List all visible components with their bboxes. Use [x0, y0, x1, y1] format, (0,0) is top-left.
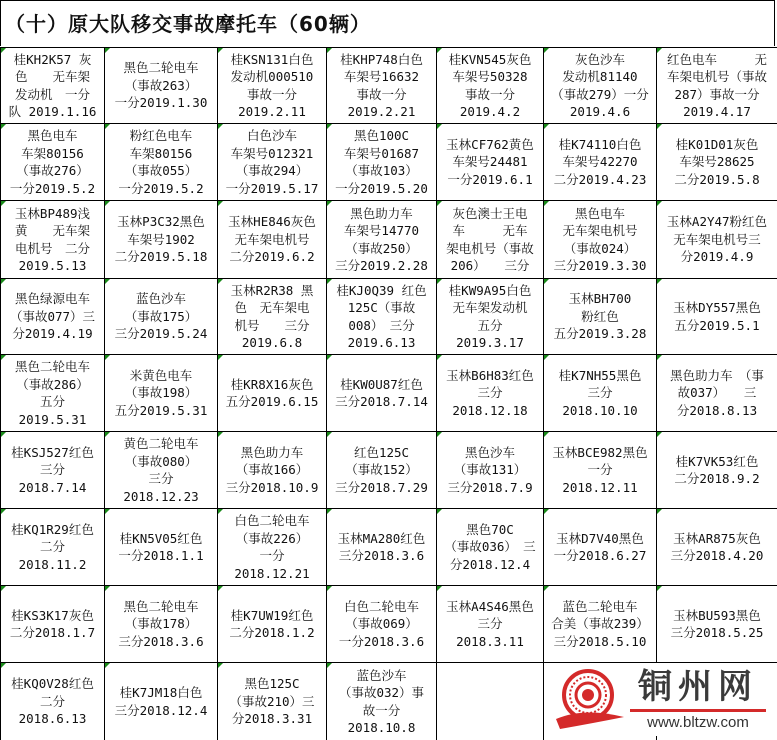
cell-line: 2019.4.17 — [683, 104, 751, 119]
site-logo-icon — [554, 667, 626, 733]
cell-line: 2018.12.18 — [452, 402, 528, 418]
cell-line: 2018.10.10 — [562, 402, 638, 418]
table-cell[interactable] — [327, 48, 437, 124]
cell-line: 灰色沙车 — [574, 51, 625, 67]
table-cell[interactable] — [218, 355, 327, 432]
table-cell[interactable] — [218, 124, 327, 201]
table-cell[interactable] — [544, 432, 657, 509]
table-cell[interactable] — [105, 201, 218, 279]
cell-line: 蓝色沙车 — [356, 667, 407, 683]
cell-line: 玉林BP489浅 — [14, 205, 91, 221]
cell-line: 车架80156 — [129, 145, 193, 161]
cell-line: （事故294） — [235, 163, 309, 178]
cell-line: 二分2019.5.8 — [674, 171, 760, 187]
cell-line: 287）事故一分 — [674, 86, 760, 102]
table-cell[interactable] — [544, 509, 657, 586]
cell-line: （事故032）事 — [338, 685, 425, 700]
cell-line: 发动机81140 — [562, 69, 638, 84]
cell-line: 一分2019.5.17 — [225, 180, 319, 196]
cell-line: 白色二轮电车 — [234, 513, 310, 528]
cell-line: 白色沙车 — [246, 128, 297, 143]
cell-line: 2019.4.2 — [459, 104, 521, 119]
cell-line: 桂K74110白色 — [558, 136, 642, 152]
cell-line: 2018.7.14 — [18, 479, 87, 495]
cell-line: 车架号01687 — [343, 145, 420, 161]
cell-line: 发动机 一分 — [14, 86, 90, 102]
cell-line: 黑色沙车 — [464, 444, 515, 460]
table-cell[interactable] — [218, 279, 327, 355]
cell-line: 蓝色沙车 — [135, 291, 186, 307]
cell-line: 二分2018.1.7 — [9, 625, 96, 640]
table-cell[interactable] — [327, 509, 437, 586]
cell-line: （事故131） — [453, 462, 527, 478]
cell-line: （事故152） — [345, 462, 418, 478]
cell-line: （事故178） — [124, 616, 198, 632]
cell-line: 2019.2.21 — [347, 104, 416, 119]
table-cell[interactable] — [327, 355, 437, 432]
cell-line: （事故166） — [235, 462, 309, 478]
cell-line: 2018.12.11 — [562, 479, 638, 495]
cell-line: 车架号012321 — [230, 145, 314, 161]
cell-line: 206） 三分 — [450, 258, 530, 273]
cell-line: 二分 — [39, 539, 65, 555]
cell-line: （事故276） — [16, 163, 89, 178]
cell-line: 三分2019.3.30 — [553, 258, 647, 273]
cell-line: 一分 — [259, 548, 285, 563]
cell-line: 一分2019.6.1 — [447, 171, 533, 187]
cell-line: 玉林BU593黑色 — [673, 607, 761, 623]
watermark — [550, 663, 772, 736]
watermark-url: www.bltzw.com — [647, 714, 749, 731]
cell-line: 三分2019.5.24 — [114, 326, 208, 342]
cell-line: 玉林BCE982黑色 — [552, 444, 648, 460]
cell-line: （事故175） — [124, 308, 198, 324]
table-cell[interactable] — [327, 124, 437, 201]
cell-line: 桂K01D01灰色 — [675, 136, 759, 152]
cell-line: 玉林A4S46黑色 — [446, 598, 534, 614]
cell-line: 粉红色 — [581, 308, 619, 324]
cell-line: 2018.6.13 — [18, 711, 87, 727]
cell-line: 发动机000510 — [230, 69, 314, 84]
cell-line: 桂K7JM18白色 — [119, 685, 203, 700]
cell-line: 玉林AR875灰色 — [673, 530, 761, 546]
cell-line: 三分2018.10.9 — [225, 479, 319, 495]
table-cell[interactable] — [657, 279, 777, 355]
cell-line: 白色二轮电车 — [343, 598, 419, 614]
cell-line: 黑色二轮电车 — [14, 359, 90, 374]
cell-line: 车架号42270 — [562, 154, 638, 170]
cell-line: 玉林DY557黑色 — [673, 300, 761, 315]
cell-line: 2019.2.11 — [238, 104, 306, 119]
table-cell[interactable] — [1, 586, 105, 663]
cell-line: 二分2019.5.18 — [114, 249, 208, 265]
cell-line: 2018.10.8 — [347, 720, 416, 735]
cell-line: （事故250） — [345, 240, 418, 256]
table-cell[interactable] — [437, 432, 544, 509]
cell-line: 事故一分 — [246, 86, 297, 102]
cell-line: 黑色助力车 （事 — [670, 367, 764, 383]
table-cell[interactable] — [218, 201, 327, 279]
watermark-divider — [630, 709, 766, 712]
table-cell[interactable] — [105, 509, 218, 586]
cell-line: 桂KQ0V28红色 — [11, 676, 94, 692]
cell-line: 合美（事故239） — [551, 616, 649, 632]
table-cell[interactable] — [657, 586, 777, 663]
cell-line: 事故一分 — [356, 86, 407, 102]
cell-line: 米黄色电车 — [129, 367, 193, 383]
cell-line: 无车架电机号 — [562, 223, 638, 238]
cell-line: 色 无车架 — [14, 69, 90, 84]
cell-line: 队 2019.1.16 — [8, 104, 97, 119]
table-cell[interactable] — [657, 432, 777, 509]
cell-line: 2019.5.31 — [18, 411, 87, 427]
cell-line: 三分 — [477, 385, 503, 401]
cell-line: 车架号16632 — [343, 69, 420, 84]
table-title: （十）原大队移交事故摩托车（60辆） — [0, 0, 775, 46]
cell-line: 三分2018.4.20 — [670, 548, 764, 563]
cell-line: 三分2018.7.29 — [335, 479, 428, 495]
cell-line: 黑色二轮电车 — [123, 598, 199, 614]
cell-line: 黄 无车架 — [14, 223, 90, 238]
table-cell[interactable] — [327, 432, 437, 509]
cell-line: 桂KVN545灰色 — [448, 51, 532, 67]
table-cell[interactable] — [1, 432, 105, 509]
cell-line: 二分2019.6.2 — [229, 249, 315, 265]
cell-line: 黑色125C — [244, 676, 300, 692]
cell-line: （事故103） — [345, 163, 418, 178]
cell-line: 一分2019.1.30 — [114, 95, 208, 111]
cell-line: 玉林R2R38 黑 — [230, 282, 314, 298]
cell-line: 黑色绿源电车 — [14, 291, 90, 307]
cell-line: 2019.6.8 — [241, 335, 303, 350]
cell-line: 桂KW9A95白色 — [448, 282, 532, 298]
cell-line: 电机号 二分 — [14, 240, 90, 256]
cell-line: 一分2019.5.2 — [118, 180, 204, 196]
cell-line: 一分2018.3.6 — [338, 633, 425, 649]
cell-line: 玉林A2Y47粉红色 — [666, 214, 768, 230]
table-cell[interactable] — [1, 663, 105, 740]
cell-line: 车架电机号（事故 — [666, 69, 767, 84]
cell-line: 三分 — [148, 471, 174, 486]
cell-line: 二分2019.4.23 — [553, 171, 647, 187]
table-cell[interactable] — [544, 48, 657, 124]
cell-line: 五分2019.5.31 — [114, 402, 208, 418]
cell-line: 三分2018.5.10 — [553, 633, 647, 649]
table-cell[interactable] — [105, 432, 218, 509]
cell-line: 桂KR8X16灰色 — [230, 376, 314, 392]
cell-line: 黑色电车 — [574, 205, 625, 221]
cell-line: 2018.3.11 — [456, 633, 524, 649]
cell-line: 三分2018.7.9 — [447, 479, 533, 495]
table-cell[interactable] — [544, 279, 657, 355]
cell-line: 玉林D7V40黑色 — [556, 530, 644, 546]
cell-line: 五分 — [477, 317, 503, 333]
table-cell[interactable] — [1, 124, 105, 201]
table-cell[interactable] — [327, 663, 437, 740]
cell-line: 车架号14770 — [343, 223, 420, 238]
table-cell[interactable] — [657, 201, 777, 279]
cell-line: 玉林MA280红色 — [337, 530, 426, 546]
cell-line: 一分2019.5.20 — [335, 180, 428, 196]
cell-line: 黑色助力车 — [350, 205, 413, 221]
cell-line: 无车架电机号三 — [673, 231, 761, 247]
cell-line: 玉林CF762黄色 — [446, 136, 534, 152]
cell-line: 桂KHP748白色 — [340, 51, 423, 67]
cell-line: 黑色二轮电车 — [123, 60, 199, 76]
cell-line: 事故一分 — [464, 86, 515, 102]
cell-line: 一分2018.1.1 — [118, 548, 204, 563]
cell-line: 黑色电车 — [27, 128, 78, 143]
table-cell[interactable] — [437, 509, 544, 586]
cell-line: 分2018.12.4 — [449, 556, 531, 572]
cell-line: 玉林BH700 — [568, 291, 632, 307]
table-cell[interactable] — [437, 201, 544, 279]
cell-line: 2019.6.13 — [347, 335, 416, 350]
cell-line: 灰色澳士王电 — [452, 205, 528, 221]
cell-line: （事故077）三 — [9, 308, 96, 324]
cell-line: 桂KW0U87红色 — [340, 376, 423, 392]
cell-line: 分2019.4.19 — [12, 326, 93, 342]
table-cell[interactable] — [105, 586, 218, 663]
cell-line: 桂KSJ527红色 — [11, 444, 94, 460]
table-cell[interactable] — [1, 48, 105, 124]
table-cell[interactable] — [657, 48, 777, 124]
cell-line: 蓝色二轮电车 — [562, 598, 638, 614]
cell-line: 车架号50328 — [452, 69, 528, 84]
cell-line: 车架号28625 — [679, 154, 755, 170]
cell-line: 架电机号（事故 — [446, 240, 534, 256]
table-cell[interactable] — [437, 124, 544, 201]
table-cell[interactable] — [105, 48, 218, 124]
table-cell[interactable] — [657, 355, 777, 432]
table-cell[interactable] — [218, 586, 327, 663]
cell-line: 桂KQ1R29红色 — [11, 521, 94, 537]
cell-line: （事故226） — [235, 530, 309, 546]
cell-line: 故一分 — [362, 702, 401, 718]
cell-line: 红色电车 无 — [666, 51, 767, 67]
table-cell[interactable] — [218, 432, 327, 509]
cell-line: 125C（事故 — [347, 300, 416, 315]
cell-line: （事故263） — [124, 77, 198, 93]
cell-line: 玉林P3C32黑色 — [117, 214, 205, 230]
table-cell[interactable] — [218, 663, 327, 740]
cell-line: 玉林B6H83红色 — [446, 367, 534, 383]
cell-line: （事故036） 三 — [444, 539, 536, 555]
table-cell[interactable] — [544, 586, 657, 663]
cell-line: 2018.12.23 — [123, 488, 199, 504]
cell-line: 车架80156 — [21, 145, 84, 161]
table-cell[interactable] — [1, 509, 105, 586]
table-cell[interactable] — [218, 509, 327, 586]
cell-line: 三分2018.7.14 — [335, 394, 428, 409]
cell-line: 黑色100C — [353, 128, 410, 143]
table-cell[interactable] — [327, 586, 437, 663]
cell-line: 五分 — [39, 394, 65, 409]
cell-line: 色 无车架电 — [234, 300, 310, 315]
table-cell[interactable] — [1, 201, 105, 279]
table-cell[interactable] — [437, 586, 544, 663]
cell-line: 车架号24481 — [452, 154, 528, 170]
table-cell[interactable] — [105, 355, 218, 432]
cell-line: 三分2018.3.6 — [118, 633, 204, 649]
vehicle-table — [0, 47, 777, 740]
cell-line: 2018.11.2 — [18, 556, 87, 572]
cell-line: 三分 — [587, 385, 613, 401]
cell-line: 三分 — [39, 462, 65, 478]
cell-line: （事故286） — [16, 376, 89, 392]
cell-line: 玉林HE846灰色 — [228, 214, 316, 230]
cell-line: 故037） 三 — [677, 385, 757, 401]
table-cell[interactable] — [1, 279, 105, 355]
cell-line: 一分2019.5.2 — [9, 180, 96, 196]
cell-line: 无车架发动机 — [452, 300, 528, 315]
table-cell[interactable] — [105, 124, 218, 201]
cell-line: 桂K7VK53红色 — [675, 453, 759, 469]
cell-line: 一分 — [587, 462, 613, 478]
cell-line: 三分2018.12.4 — [114, 702, 208, 718]
cell-line: 008） 三分 — [348, 317, 415, 333]
cell-line: 2019.3.17 — [456, 335, 524, 350]
cell-line: 桂KJ0Q39 红色 — [336, 282, 427, 298]
cell-line: 三分2019.2.28 — [335, 258, 428, 273]
cell-line: 三分 — [477, 616, 503, 632]
cell-line: 粉红色电车 — [129, 128, 193, 143]
cell-line: 桂K7NH55黑色 — [558, 367, 642, 383]
cell-line: 分2018.3.31 — [231, 711, 313, 727]
cell-line: 三分2018.5.25 — [670, 625, 764, 640]
cell-line: 2019.4.6 — [569, 104, 631, 119]
table-cell[interactable] — [544, 124, 657, 201]
cell-line: 无车架电机号 — [234, 231, 310, 247]
cell-line: 二分 — [39, 693, 65, 709]
cell-line: 红色125C — [353, 444, 410, 460]
table-cell[interactable] — [544, 201, 657, 279]
cell-line: 二分2018.9.2 — [674, 471, 760, 486]
table-cell[interactable] — [327, 279, 437, 355]
cell-line: （事故198） — [124, 385, 198, 401]
table-cell[interactable] — [105, 279, 218, 355]
table-cell[interactable] — [437, 48, 544, 124]
table-cell[interactable] — [657, 124, 777, 201]
cell-line: 车架号1902 — [127, 231, 195, 247]
cell-line: （事故055） — [124, 163, 198, 178]
cell-line: 黑色助力车 — [240, 444, 304, 460]
cell-line: 2018.12.21 — [234, 565, 310, 581]
cell-line: 桂KSN131白色 — [230, 51, 314, 67]
cell-line: 黑色70C — [466, 521, 514, 537]
cell-line: 分2018.8.13 — [676, 402, 758, 418]
table-cell[interactable] — [105, 663, 218, 740]
cell-line: 2019.5.13 — [18, 258, 87, 273]
cell-line: 五分2019.3.28 — [553, 326, 647, 342]
table-cell[interactable] — [437, 279, 544, 355]
cell-line: 桂KN5V05红色 — [119, 530, 203, 546]
table-cell[interactable] — [437, 663, 544, 740]
cell-line: 桂KH2K57 灰 — [13, 51, 92, 67]
table-cell[interactable] — [218, 48, 327, 124]
cell-line: （事故080） — [124, 453, 198, 469]
cell-line: 桂KS3K17灰色 — [11, 607, 94, 623]
table-cell[interactable] — [657, 509, 777, 586]
cell-line: 五分2019.6.15 — [225, 394, 319, 409]
table-cell[interactable] — [544, 355, 657, 432]
cell-line: 分2019.4.9 — [680, 249, 754, 265]
watermark-site-name: 铜州网 — [638, 667, 758, 707]
table-cell[interactable] — [1, 355, 105, 432]
cell-line: （事故279）一分 — [551, 86, 649, 102]
cell-line: 一分2018.6.27 — [553, 548, 647, 563]
cell-line: 三分2018.3.6 — [338, 548, 425, 563]
cell-line: （事故024） — [563, 240, 637, 256]
table-cell[interactable] — [327, 201, 437, 279]
cell-line: 黄色二轮电车 — [123, 436, 199, 451]
cell-line: （事故210）三 — [229, 693, 315, 709]
cell-line: 车 无车 — [452, 223, 528, 238]
cell-line: 五分2019.5.1 — [674, 317, 760, 333]
cell-line: 机号 三分 — [234, 317, 310, 333]
cell-line: （事故069） — [345, 616, 418, 632]
cell-line: 二分2018.1.2 — [229, 625, 315, 640]
table-cell[interactable] — [437, 355, 544, 432]
cell-line: 桂K7UW19红色 — [230, 607, 314, 623]
